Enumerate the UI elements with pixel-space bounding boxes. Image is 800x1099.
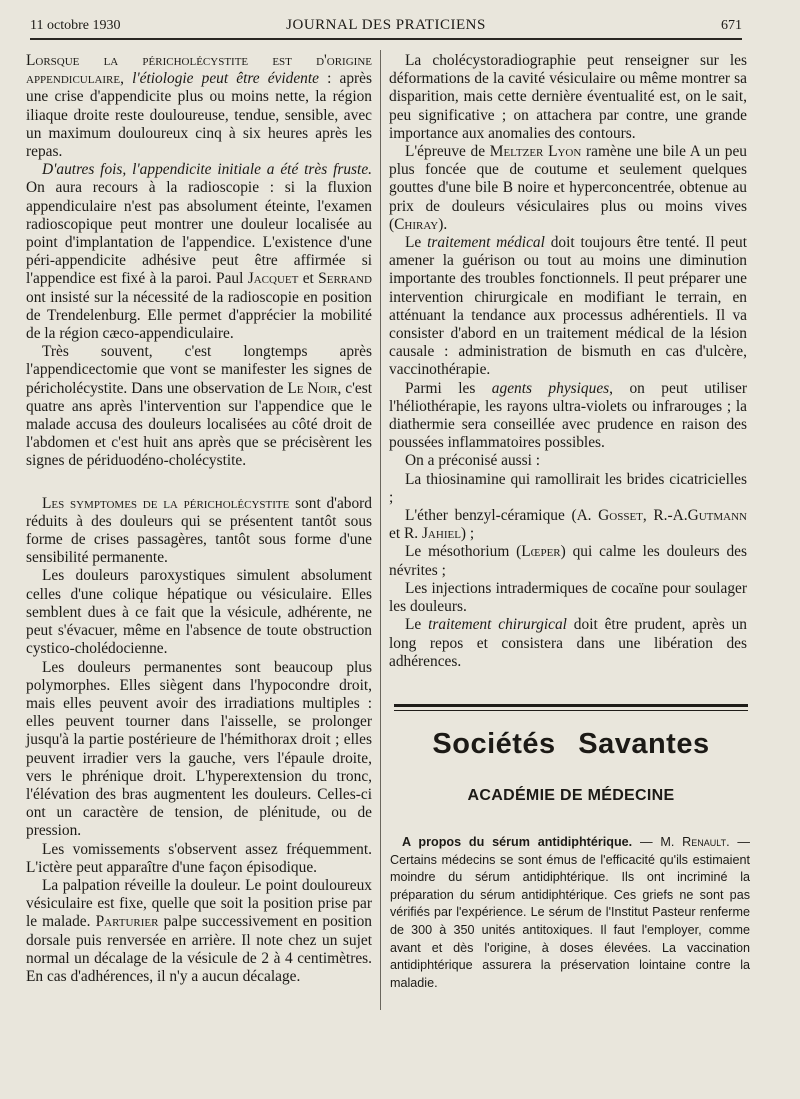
paragraph-text: ont insisté sur la nécessité de la radioscopie en position de Trendelenburg. Elle permet d'apprécier la mobilité de la région cæco-appendiculaire. [26, 288, 372, 343]
paragraph-text: doit être prudent, après un long repos et consistera dans une libération des adhérences. [389, 616, 747, 670]
section-lead: Lorsque la péricholécystite est d'origine appendiculaire, [26, 52, 372, 88]
paragraph-text: palpe successivement en position dorsale puis renversée en arrière. Il note chez un sujet normal un décalage de la vésicule de 2 à 4 centimètres. En cas d'adhérences, il n'y a aucun décalage. [26, 913, 373, 985]
paragraph-text: doit toujours être tenté. Il peut amener la guérison ou tout au moins une diminution importante des troubles fonctionnels. Il peut préparer une intervention chirurgicale en modifiant le terrain, en atténuant la tendance aux processus adhérentiels. Il va consister d'abord en un traitement médical de la lésion causale : administration de bismuth en cas d'ulcère, vaccinothérapie. [389, 234, 747, 379]
journal-title: JOURNAL DES PRATICIENS [286, 17, 486, 33]
emphasis: l'étiologie peut être évidente [132, 70, 319, 88]
paragraph [390, 834, 750, 992]
paragraph-text: : après une crise d'appendicite plus ou moins nette, la région iliaque droite reste douloureuse, tendue, sensible, avec un maximum douloureux cinq à six heures après les repas. [26, 70, 372, 161]
section-subheading: ACADÉMIE DE MÉDECINE [467, 787, 675, 804]
author-name: Renault. [682, 835, 730, 849]
running-header [30, 14, 742, 40]
right-column [389, 52, 747, 671]
emphasis: traitement médical [427, 234, 545, 252]
section-rule-thick [394, 704, 748, 707]
paragraph-text: Très souvent, c'est longtemps après l'appendicectomie que vont se manifester les signes de péricholécystite. Dans une observation de [26, 343, 372, 397]
author-name: Gosset [598, 507, 643, 525]
paragraph-text: Le mésothorium ( [405, 543, 522, 561]
paragraph-text: et [302, 270, 314, 288]
paragraph: On a préconisé aussi : [405, 452, 541, 470]
paragraph-text: ) ; [460, 525, 475, 543]
paragraph [389, 234, 747, 380]
paragraph [389, 507, 747, 543]
paragraph [26, 877, 372, 986]
paragraph: La thiosinamine qui ramollirait les brides cicatricielles ; [389, 470, 747, 506]
author-name: Lœper [521, 543, 561, 561]
news-lead: A propos du sérum antidiphtérique. [402, 835, 633, 849]
paragraph [389, 616, 747, 671]
paragraph [26, 495, 372, 568]
paragraph [26, 52, 372, 161]
paragraph-text: ) qui calme les douleurs des névrites ; [389, 543, 747, 579]
paragraph: Les douleurs permanentes sont beaucoup plus polymorphes. Elles siègent dans l'hypocondre droit, mais elles peuvent avoir des irradiations multiples : elles peuvent tourner dans l'aisselle, se prolonger jusqu'à la partie postérieure de l'hémithorax droit ; elles peuvent irradier vers la gauche, vers l'épaule droite, vers le phrénique droit. L'hyperextension du tronc, l'élévation des bras augmentent les douleurs. Celles-ci ont un caractère de tension, de plénitude, ou de pression. [26, 658, 372, 840]
paragraph: Les injections intradermiques de cocaïne pour soulager les douleurs. [389, 579, 747, 616]
paragraph-text: L'éther benzyl-céramique (A. [405, 507, 592, 525]
paragraph: La cholécystoradiographie peut renseigner sur les déformations de la cavité vésiculaire ou même montrer sa disparition, mais cette dernière éventualité est, on le sait, peu significative ; on attachera par contre, une grande importance aux anomalies des contours. [389, 52, 747, 142]
paragraph-text: ramène une bile A un peu plus foncée que de coutume et seulement quelques gouttes d'une bile B noire et hyperconcentrée, obtenue au prix de douleurs vésiculaires plus ou moins vives ( [389, 143, 747, 233]
issue-date: 11 octobre 1930 [30, 18, 121, 33]
column-divider [380, 50, 381, 1010]
author-name: Parturier [95, 913, 159, 931]
paragraph [26, 343, 372, 470]
paragraph-text: ). [438, 215, 448, 233]
paragraph-text: Parmi les [405, 379, 476, 397]
author-name: Jacquet [247, 270, 299, 288]
paragraph-text: , R.-A. [642, 507, 688, 525]
paragraph-text: On aura recours à la radioscopie : si la fluxion appendiculaire n'est pas absolument éteinte, l'examen radioscopique peut montrer une douleur localisée au point d'implantation de l'appendice. L'existence d'une péri-appendicite adhésive peut être affirmée si l'appendice est fixé à la paroi. Paul [26, 179, 372, 288]
author-name: Gutmann [687, 507, 747, 525]
section-lead: Les symptomes de la péricholécystite [42, 494, 290, 512]
paragraph-text: , c'est quatre ans après l'intervention sur l'appendice que le malade accusa des douleurs localisées au côté droit de l'abdomen et c'est huit ans après que se précisèrent les signes de périduodéno-cholécystite. [26, 379, 372, 470]
author-name: Serrand [318, 270, 372, 288]
emphasis: traitement chirurgical [428, 616, 567, 634]
paragraph: Les vomissements s'observent assez fréquemment. L'ictère peut apparaître d'une façon épisodique. [26, 840, 372, 876]
section-rule-thin [394, 710, 748, 711]
paragraph [389, 143, 747, 234]
section-heading: Sociétés Savantes [432, 728, 710, 760]
emphasis: agents physiques [491, 379, 610, 397]
paragraph-text: La palpation réveille la douleur. Le point douloureux vésiculaire est fixe, quelle que soit la position prise par le malade. [26, 876, 372, 931]
emphasis: D'autres fois, l'appendicite initiale a été très fruste. [42, 161, 372, 179]
paragraph-text: Le [405, 616, 422, 634]
paragraph-text: Le [405, 234, 422, 252]
author-name: Jahiel [421, 525, 461, 543]
paragraph [26, 161, 372, 343]
news-item [390, 834, 750, 992]
paragraph [389, 543, 747, 579]
paragraph-text: , on peut utiliser l'héliothérapie, les rayons ultra-violets ou infrarouges ; la diathermie sera conseillée avec prudence en raison des poussées inflammatoires possibles. [389, 379, 747, 452]
paragraph [389, 380, 747, 453]
paragraph-text: sont d'abord réduits à des douleurs qui se présentent tantôt sous forme de crises passagères, tantôt sous forme d'une sensibilité permanente. [26, 494, 372, 567]
paragraph-text: et R. [389, 525, 419, 543]
author-name: Chiray [394, 215, 439, 233]
paragraph: Les douleurs paroxystiques simulent absolument celles d'une colique hépatique ou vésiculaire. Elles semblent dues à ce fait que la vésicule, adhérente, ne peut s'évacuer, même en l'absence de toute obstruction cystico-cholédocienne. [26, 567, 372, 658]
paragraph-text: — M. [639, 835, 675, 849]
page-number: 671 [721, 18, 742, 33]
left-column [26, 52, 372, 986]
author-name: Meltzer Lyon [489, 143, 582, 161]
author-name: Le Noir [287, 379, 338, 397]
paragraph-text: — Certains médecins se sont émus de l'efficacité qu'ils estimaient moindre du sérum antidiphtérique. Ils ont incriminé la préparation du sérum antidiphtérique. Ces griefs ne sont pas vérifiés par l'expérience. Le sérum de l'Institut Pasteur renferme de 300 à 350 unités antitoxiques. Il faut l'employer, comme avant et dès l'origine, à doses élevées. La vaccination antidiphtérique assurera la préservation lointaine contre la maladie. [390, 835, 751, 990]
paragraph-text: L'épreuve de [405, 143, 486, 161]
